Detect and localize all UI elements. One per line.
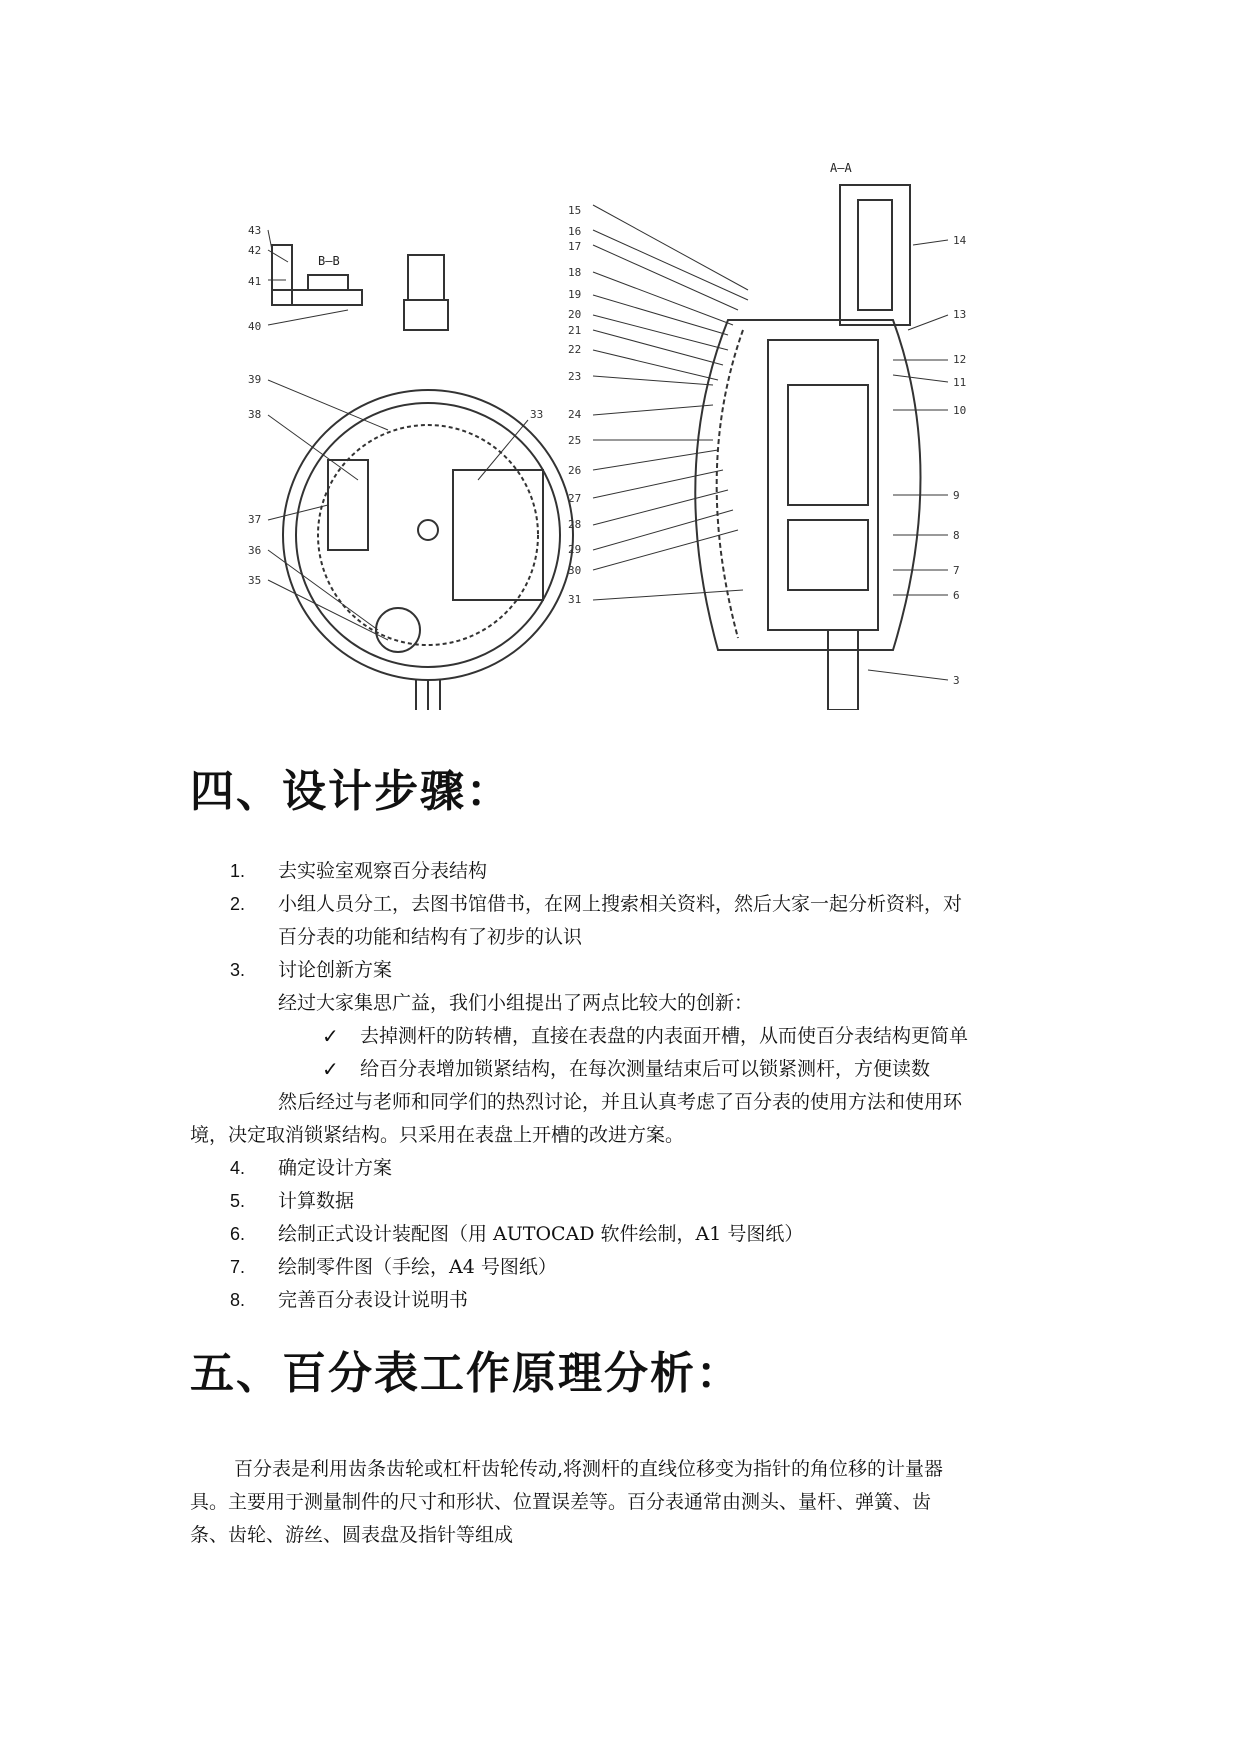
label-20: 20 xyxy=(568,308,582,321)
checkmark-icon: ✓ xyxy=(322,1057,339,1081)
section-lower-stem xyxy=(828,630,858,710)
section-a-a-label: A—A xyxy=(830,161,852,175)
label-17: 17 xyxy=(568,240,582,253)
list-item xyxy=(230,954,1060,987)
label-36: 36 xyxy=(248,544,262,557)
section-5-heading: 五、百分表工作原理分析： xyxy=(190,1348,742,1399)
check-text: 去掉测杆的防转槽，直接在表盘的内表面开槽，从而使百分表结构更简单 xyxy=(360,1025,969,1047)
conclusion-text: 然后经过与老师和同学们的热烈讨论，并且认真考虑了百分表的使用方法和使用环 xyxy=(278,1091,963,1113)
list-item xyxy=(230,1185,1060,1218)
step-number: 7. xyxy=(230,1257,246,1277)
label-15: 15 xyxy=(568,204,582,217)
step-number: 5. xyxy=(230,1191,246,1211)
label-40: 40 xyxy=(248,320,262,333)
intro-text: 经过大家集思广益，我们小组提出了两点比较大的创新： xyxy=(278,992,754,1014)
section-4-heading: 四、设计步骤： xyxy=(190,766,512,817)
step-text: 去实验室观察百分表结构 xyxy=(278,860,488,882)
inner-bezel xyxy=(296,403,560,667)
paragraph-text: 百分表是利用齿条齿轮或杠杆齿轮传动,将测杆的直线位移变为指针的角位移的计量器 xyxy=(234,1458,944,1480)
label-13: 13 xyxy=(953,308,967,321)
list-item xyxy=(230,855,1060,888)
paragraph-text: 具。主要用于测量制件的尺寸和形状、位置误差等。百分表通常由测头、量杆、弹簧、齿 xyxy=(190,1491,932,1513)
paragraph-line xyxy=(190,1486,1060,1519)
dial-indicator-assembly-drawing xyxy=(228,150,998,710)
check-text: 给百分表增加锁紧结构，在每次测量结束后可以锁紧测杆，方便读数 xyxy=(360,1058,931,1080)
lever-block xyxy=(328,460,368,550)
dial-ring xyxy=(318,425,538,645)
step-text: 确定设计方案 xyxy=(278,1157,393,1179)
label-7: 7 xyxy=(953,564,960,577)
paragraph-text: 条、齿轮、游丝、圆表盘及指针等组成 xyxy=(190,1524,514,1546)
principle-paragraph xyxy=(190,1453,1060,1552)
section-stem xyxy=(840,185,910,325)
step-text: 讨论创新方案 xyxy=(278,959,393,981)
label-28: 28 xyxy=(568,518,582,531)
list-item xyxy=(230,1284,1060,1317)
gear-plate xyxy=(453,470,543,600)
paragraph-line xyxy=(190,1453,1060,1486)
step-number: 4. xyxy=(230,1158,246,1178)
label-43: 43 xyxy=(248,224,262,237)
check-item xyxy=(230,1020,1060,1053)
label-8: 8 xyxy=(953,529,960,542)
label-11: 11 xyxy=(953,376,967,389)
knurled-collar xyxy=(404,300,448,330)
lower-gear xyxy=(376,608,420,652)
label-23: 23 xyxy=(568,370,582,383)
list-item xyxy=(230,1218,1060,1251)
step-number: 1. xyxy=(230,861,246,881)
list-item xyxy=(230,1152,1060,1185)
step-text: 百分表的功能和结构有了初步的认识 xyxy=(278,926,583,948)
step-text: 计算数据 xyxy=(278,1190,355,1212)
step-number: 8. xyxy=(230,1290,246,1310)
stem-top xyxy=(408,255,444,300)
step-number: 6. xyxy=(230,1224,246,1244)
label-27: 27 xyxy=(568,492,582,505)
label-42: 42 xyxy=(248,244,262,257)
label-31: 31 xyxy=(568,593,582,606)
checkmark-icon: ✓ xyxy=(322,1024,339,1048)
step-text: 绘制正式设计装配图（用 AUTOCAD 软件绘制，A1 号图纸） xyxy=(278,1223,804,1245)
label-3: 3 xyxy=(953,674,960,687)
label-26: 26 xyxy=(568,464,582,477)
step-text: 绘制零件图（手绘，A4 号图纸） xyxy=(278,1256,557,1278)
drawing-svg xyxy=(228,150,998,710)
outer-bezel xyxy=(283,390,573,680)
label-38: 38 xyxy=(248,408,262,421)
label-18: 18 xyxy=(568,266,582,279)
label-25: 25 xyxy=(568,434,582,447)
step-conclusion xyxy=(190,1119,1060,1152)
step-intro xyxy=(230,987,1060,1020)
step-number: 3. xyxy=(230,960,246,980)
label-33: 33 xyxy=(530,408,544,421)
conclusion-text: 境，决定取消锁紧结构。只采用在表盘上开槽的改进方案。 xyxy=(190,1124,685,1146)
label-30: 30 xyxy=(568,564,582,577)
label-14: 14 xyxy=(953,234,967,247)
list-item xyxy=(230,1251,1060,1284)
inset-section-label: B—B xyxy=(318,254,340,268)
design-steps-list xyxy=(190,855,1060,1317)
label-41: 41 xyxy=(248,275,262,288)
label-37: 37 xyxy=(248,513,262,526)
label-12: 12 xyxy=(953,353,967,366)
label-9: 9 xyxy=(953,489,960,502)
step-text: 小组人员分工，去图书馆借书，在网上搜索相关资料，然后大家一起分析资料，对 xyxy=(278,893,963,915)
list-item xyxy=(230,888,1060,921)
step-text: 完善百分表设计说明书 xyxy=(278,1289,469,1311)
label-6: 6 xyxy=(953,589,960,602)
section-case xyxy=(768,340,878,630)
label-39: 39 xyxy=(248,373,262,386)
paragraph-line xyxy=(190,1519,1060,1552)
label-35: 35 xyxy=(248,574,262,587)
label-29: 29 xyxy=(568,543,582,556)
label-10: 10 xyxy=(953,404,967,417)
list-item-continuation xyxy=(230,921,1060,954)
label-16: 16 xyxy=(568,225,582,238)
step-conclusion xyxy=(230,1086,1060,1119)
center-gear xyxy=(418,520,438,540)
label-19: 19 xyxy=(568,288,582,301)
check-item xyxy=(230,1053,1060,1086)
label-24: 24 xyxy=(568,408,582,421)
step-number: 2. xyxy=(230,894,246,914)
label-22: 22 xyxy=(568,343,582,356)
label-21: 21 xyxy=(568,324,582,337)
